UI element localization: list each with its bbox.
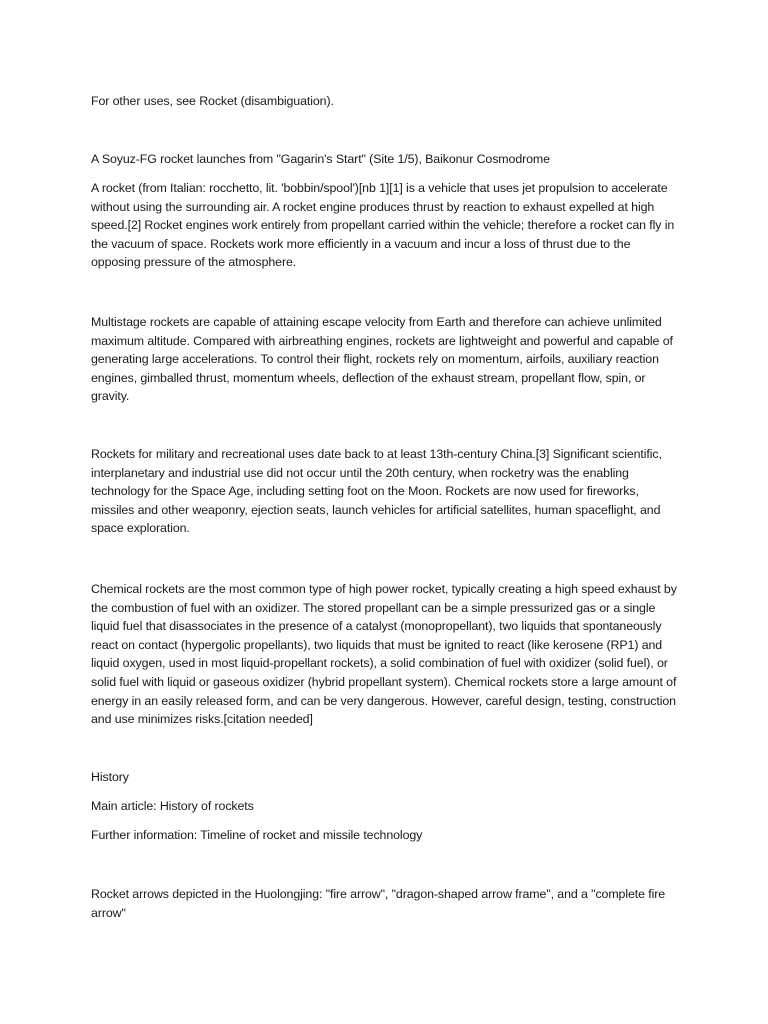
image-caption: A Soyuz-FG rocket launches from "Gagarin's Start" (Site 1/5), Baikonur Cosmodrome	[91, 152, 550, 166]
paragraph-intro: A rocket (from Italian: rocchetto, lit. 'bobbin/spool')[nb 1][1] is a vehicle that uses jet propulsion to accelerate without using the surrounding air. A rocket engine produces thrust by reaction to exhaust expelled at high speed.[2] Rocket engines work entirely from propellant carried within the vehicle; therefore a rocket can fly in the vacuum of space. Rockets work more efficiently in a vacuum and incur a loss of thrust due to the opposing pressure of the atmosphere.	[91, 181, 675, 270]
further-information-note: Further information: Timeline of rocket and missile technology	[91, 828, 423, 842]
main-article-note: Main article: History of rockets	[91, 799, 254, 813]
hatnote: For other uses, see Rocket (disambiguation).	[91, 94, 334, 108]
paragraph-multistage: Multistage rockets are capable of attaining escape velocity from Earth and therefore can achieve unlimited maximum altitude. Compared with airbreathing engines, rockets are lightweight and powerful and capable of generating large accelerations. To control their flight, rockets rely on momentum, airfoils, auxiliary reaction engines, gimballed thrust, momentum wheels, deflection of the exhaust stream, propellant flow, spin, or gravity.	[91, 315, 673, 404]
section-heading-history: History	[91, 770, 129, 784]
paragraph-chemical-rockets: Chemical rockets are the most common type of high power rocket, typically creating a high speed exhaust by the combustion of fuel with an oxidizer. The stored propellant can be a simple pressurized gas or a single liquid fuel that disassociates in the presence of a catalyst (monopropellant), two liquids that spontaneously react on contact (hypergolic propellants), two liquids that must be ignited to react (like kerosene (RP1) and liquid oxygen, used in most liquid-propellant rockets), a solid combination of fuel with oxidizer (solid fuel), or solid fuel with liquid or gaseous oxidizer (hybrid propellant system). Chemical rockets store a large amount of energy in an easily released form, and can be very dangerous. However, careful design, testing, construction and use minimizes risks.[citation needed]	[91, 582, 677, 727]
figure-caption: Rocket arrows depicted in the Huolongjing: "fire arrow", "dragon-shaped arrow frame", and a "complete fire arrow"	[91, 887, 666, 920]
paragraph-history-uses: Rockets for military and recreational uses date back to at least 13th-century China.[3] Significant scientific, interplanetary and industrial use did not occur until the 20th century, when rocketry was the enabling technology for the Space Age, including setting foot on the Moon. Rockets are now used for fireworks, missiles and other weaponry, ejection seats, launch vehicles for artificial satellites, human spaceflight, and space exploration.	[91, 447, 662, 536]
